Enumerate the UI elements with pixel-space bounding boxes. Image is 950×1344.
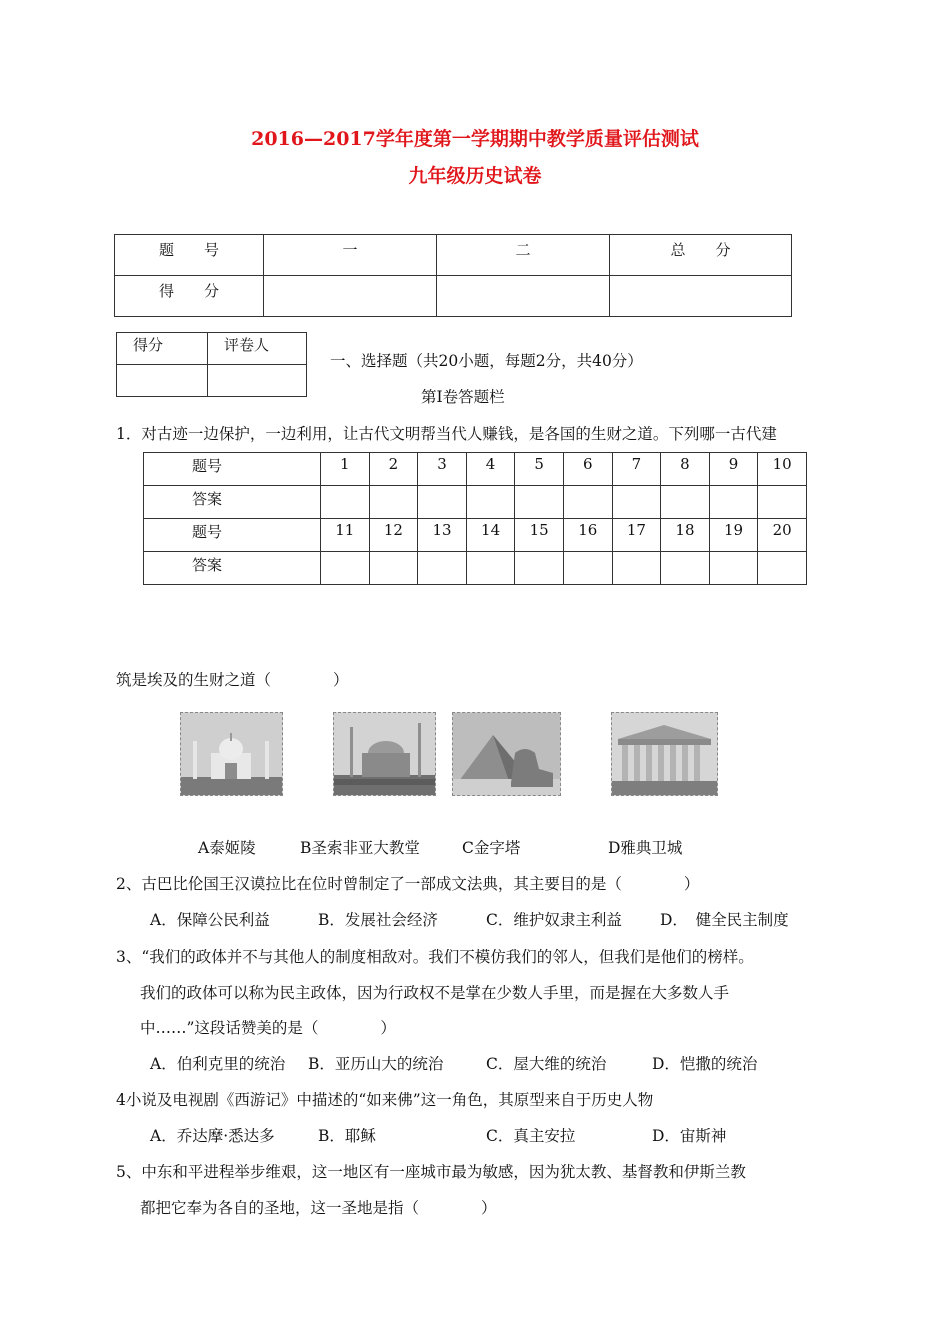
score-header-cell: 二 [437,235,610,276]
q4-option-d: D．宙斯神 [652,1127,727,1145]
grader-name-header: 评卷人 [208,333,307,365]
answer-cell [369,486,418,519]
question-number-cell: 7 [612,453,661,486]
q1-option-d: D雅典卫城 [608,839,683,857]
grader-score-cell [117,365,208,397]
grader-score-header: 得分 [117,333,208,365]
question-5-text: 5、中东和平进程举步维艰，这一地区有一座城市最为敏感，因为犹太教、基督教和伊斯兰教 [116,1163,746,1181]
answer-cell [661,486,710,519]
answer-cell [321,552,370,585]
hagia-sophia-image [333,712,436,796]
answer-cell [466,486,515,519]
question-3-text: 3、“我们的政体并不与其他人的制度相敌对。我们不模仿我们的邻人，但我们是他们的榜样。 [116,948,754,966]
question-number-cell: 6 [563,453,612,486]
answer-table-label: 题号 [144,519,321,552]
exam-subtitle: 九年级历史试卷 [408,165,542,187]
answer-cell [418,552,467,585]
question-number-cell: 15 [515,519,564,552]
answer-cell [369,552,418,585]
score-header-cell: 一 [264,235,437,276]
answer-cell [563,552,612,585]
question-number-cell: 12 [369,519,418,552]
question-number-cell: 4 [466,453,515,486]
question-number-cell: 14 [466,519,515,552]
question-2-text: 2、古巴比伦国王汉谟拉比在位时曾制定了一部成文法典，其主要目的是（ ） [116,875,700,893]
answer-cell [515,552,564,585]
answer-cell [418,486,467,519]
pyramid-sphinx-image [452,712,561,796]
q2-option-b: B．发展社会经济 [318,911,438,929]
question-number-cell: 1 [321,453,370,486]
grader-table [116,332,307,397]
answer-cell [758,552,807,585]
q2-option-d: D． 健全民主制度 [660,911,789,929]
taj-mahal-image [180,712,283,796]
score-label-cell: 得 分 [115,276,264,317]
score-header-cell: 题 号 [115,235,264,276]
question-number-cell: 19 [709,519,758,552]
question-number-cell: 13 [418,519,467,552]
answer-cell [321,486,370,519]
answer-box-title: 第Ⅰ卷答题栏 [421,388,505,406]
answer-cell [612,552,661,585]
question-1-continued: 筑是埃及的生财之道（ ） [116,671,349,689]
q3-option-d: D．恺撒的统治 [652,1055,758,1073]
question-number-cell: 10 [758,453,807,486]
answer-cell [709,486,758,519]
answer-cell [466,552,515,585]
score-entry-cell [264,276,437,317]
answer-table-label: 答案 [144,552,321,585]
answer-table-label: 题号 [144,453,321,486]
q1-option-b: B圣索非亚大教堂 [300,839,420,857]
q2-option-c: C．维护奴隶主利益 [486,911,622,929]
question-number-cell: 11 [321,519,370,552]
answer-cell [709,552,758,585]
section-heading: 一、选择题（共20小题，每题2分，共40分） [330,352,643,370]
score-header-cell: 总 分 [610,235,792,276]
q2-option-a: A．保障公民利益 [150,911,270,929]
q1-option-a: A泰姬陵 [198,839,256,857]
answer-table [143,452,807,585]
question-3-line-3: 中……”这段话赞美的是（ ） [140,1019,396,1037]
score-table [114,234,792,317]
athenian-acropolis-image [611,712,718,796]
answer-cell [758,486,807,519]
question-number-cell: 3 [418,453,467,486]
q1-option-c: C金字塔 [462,839,521,857]
answer-cell [563,486,612,519]
question-1-text: 1．对古迹一边保护，一边利用，让古代文明帮当代人赚钱，是各国的生财之道。下列哪一古代建 [116,425,777,443]
q4-option-b: B．耶稣 [318,1127,376,1145]
question-4-text: 4小说及电视剧《西游记》中描述的“如来佛”这一角色，其原型来自于历史人物 [116,1091,654,1109]
q4-option-c: C．真主安拉 [486,1127,576,1145]
question-number-cell: 8 [661,453,710,486]
answer-cell [612,486,661,519]
score-entry-cell [437,276,610,317]
q3-option-a: A．伯利克里的统治 [150,1055,286,1073]
question-3-line-2: 我们的政体可以称为民主政体，因为行政权不是掌在少数人手里，而是握在大多数人手 [140,984,730,1002]
answer-table-label: 答案 [144,486,321,519]
score-entry-cell [610,276,792,317]
question-number-cell: 5 [515,453,564,486]
question-number-cell: 20 [758,519,807,552]
q3-option-c: C．屋大维的统治 [486,1055,607,1073]
answer-cell [661,552,710,585]
question-5-line-2: 都把它奉为各自的圣地，这一圣地是指（ ） [140,1199,497,1217]
question-number-cell: 16 [563,519,612,552]
grader-name-cell [208,365,307,397]
q4-option-a: A．乔达摩·悉达多 [150,1127,275,1145]
question-number-cell: 18 [661,519,710,552]
question-number-cell: 17 [612,519,661,552]
answer-cell [515,486,564,519]
question-number-cell: 2 [369,453,418,486]
question-number-cell: 9 [709,453,758,486]
exam-title: 2016—2017学年度第一学期期中教学质量评估测试 [251,128,699,150]
q3-option-b: B．亚历山大的统治 [308,1055,444,1073]
